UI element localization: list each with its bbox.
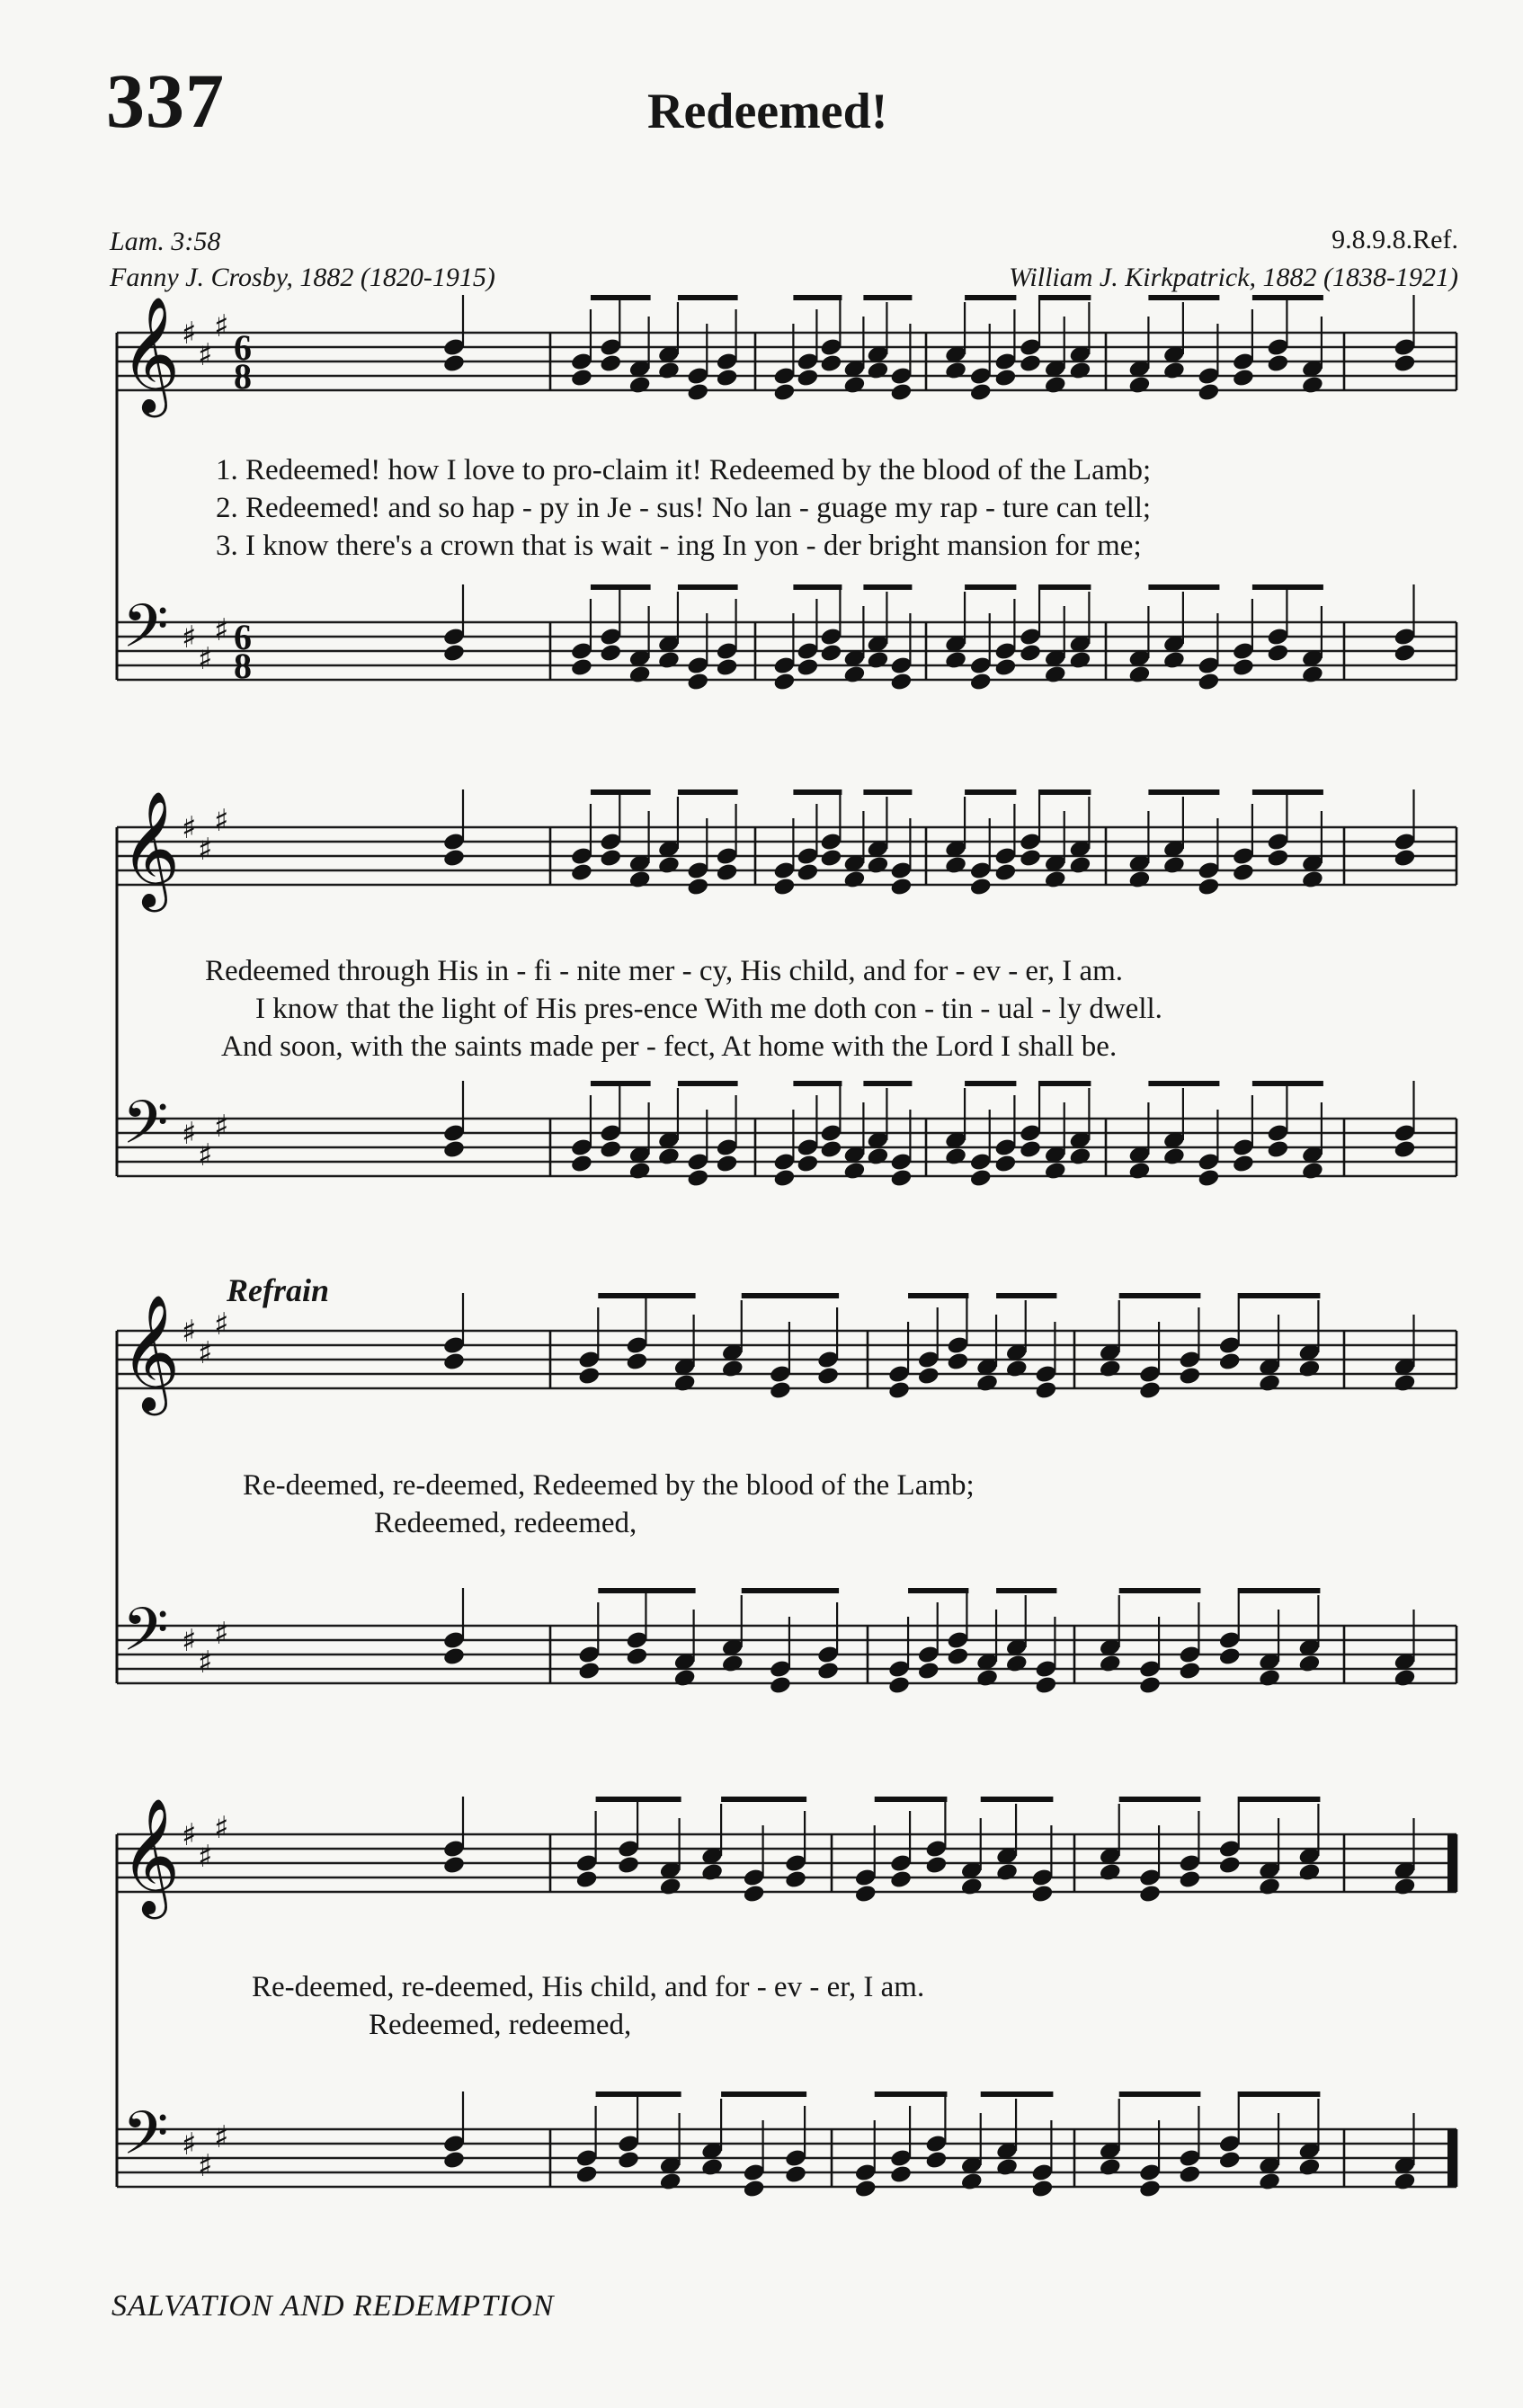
- note-head: [442, 1351, 466, 1372]
- note-head: [887, 1380, 911, 1401]
- beam: [793, 584, 842, 590]
- beam: [981, 1797, 1054, 1802]
- beam: [678, 789, 738, 795]
- note-head: [1044, 375, 1067, 396]
- note-head: [716, 368, 739, 388]
- beam: [793, 1081, 842, 1086]
- note-head: [673, 1668, 697, 1689]
- note-head: [842, 870, 866, 890]
- bass-clef-icon: 𝄢: [122, 592, 169, 675]
- bass-clef-icon: 𝄢: [122, 1088, 169, 1172]
- sharp-icon: ♯: [214, 1810, 229, 1846]
- beam: [1239, 2091, 1321, 2097]
- note-head: [1393, 1668, 1416, 1689]
- note-head: [1044, 870, 1067, 890]
- note-head: [570, 1154, 593, 1174]
- beam: [981, 2091, 1054, 2097]
- note-head: [1232, 368, 1255, 388]
- note-head: [1127, 664, 1151, 685]
- final-barline: [1447, 2129, 1456, 2187]
- note-head: [1232, 862, 1255, 883]
- note-head: [1019, 353, 1042, 374]
- treble-clef-icon: 𝄞: [120, 1294, 181, 1411]
- beam: [591, 789, 651, 795]
- note-head: [628, 1161, 652, 1182]
- beam: [793, 295, 842, 300]
- note-head: [1266, 848, 1289, 869]
- note-head: [442, 1855, 466, 1876]
- beam: [1252, 584, 1323, 590]
- note-head: [625, 1646, 648, 1667]
- note-head: [1218, 2150, 1242, 2171]
- beam: [863, 1081, 912, 1086]
- note-head: [1127, 1161, 1151, 1182]
- note-head: [617, 1855, 640, 1876]
- note-head: [442, 1139, 466, 1160]
- note-head: [570, 368, 593, 388]
- note-head: [442, 643, 466, 664]
- note-head: [1099, 1654, 1122, 1674]
- note-head: [1232, 657, 1255, 678]
- treble-clef-icon: 𝄞: [120, 790, 181, 907]
- sharp-icon: ♯: [214, 803, 229, 839]
- note-head: [1034, 1380, 1057, 1401]
- note-head: [1178, 2164, 1201, 2185]
- refrain-line-2-echo: Redeemed, redeemed,: [369, 2009, 632, 2041]
- note-head: [716, 1154, 739, 1174]
- note-head: [721, 1654, 744, 1674]
- note-head: [1030, 2179, 1054, 2199]
- note-head: [769, 1380, 792, 1401]
- beam: [1148, 789, 1219, 795]
- note-head: [1218, 1646, 1242, 1667]
- note-head: [659, 1877, 682, 1897]
- beam: [1039, 584, 1091, 590]
- note-head: [1393, 1877, 1416, 1897]
- beam: [863, 789, 912, 795]
- author-credit: Fanny J. Crosby, 1882 (1820-1915): [110, 263, 495, 292]
- note-head: [1393, 353, 1416, 374]
- beam: [1239, 1293, 1321, 1298]
- sharp-icon: ♯: [198, 641, 213, 677]
- note-head: [1099, 1359, 1122, 1379]
- note-head: [772, 382, 796, 403]
- verse-1-line-2: Redeemed through His in - fi - nite mer - cy, His child, and for - ev - er, I am.: [205, 955, 1124, 987]
- bass-clef-icon: 𝄢: [122, 1595, 169, 1679]
- hymn-number: 337: [106, 58, 225, 144]
- note-head: [673, 1373, 697, 1394]
- beam: [1039, 789, 1091, 795]
- note-head: [599, 353, 622, 374]
- note-head: [1197, 672, 1220, 692]
- note-head: [577, 1366, 601, 1387]
- note-head: [1068, 361, 1091, 381]
- note-head: [657, 650, 681, 671]
- note-head: [716, 862, 739, 883]
- note-head: [625, 1351, 648, 1372]
- beam: [591, 1081, 651, 1086]
- note-head: [1218, 1351, 1242, 1372]
- note-head: [1019, 848, 1042, 869]
- note-head: [1393, 1139, 1416, 1160]
- note-head: [1297, 1654, 1321, 1674]
- sharp-icon: ♯: [182, 1623, 197, 1659]
- note-head: [1232, 1154, 1255, 1174]
- note-head: [657, 1146, 681, 1167]
- note-head: [575, 1869, 599, 1890]
- beam: [678, 1081, 738, 1086]
- composer-credit: William J. Kirkpatrick, 1882 (1838-1921): [1009, 263, 1458, 292]
- final-barline: [1447, 1834, 1456, 1892]
- sharp-icon: ♯: [214, 308, 229, 344]
- note-head: [917, 1366, 940, 1387]
- beam: [591, 295, 651, 300]
- time-signature-bottom: 8: [234, 356, 252, 397]
- treble-clef-icon: 𝄞: [120, 296, 181, 413]
- note-head: [628, 870, 652, 890]
- beam: [598, 1293, 695, 1298]
- refrain-line-1-echo: Redeemed, redeemed,: [374, 1507, 637, 1539]
- sharp-icon: ♯: [214, 1307, 229, 1342]
- note-head: [686, 672, 709, 692]
- note-head: [772, 877, 796, 897]
- note-head: [993, 1154, 1017, 1174]
- sharp-icon: ♯: [182, 1116, 197, 1152]
- note-head: [866, 1146, 889, 1167]
- bass-clef-icon: 𝄢: [122, 2099, 169, 2182]
- note-head: [944, 1146, 967, 1167]
- note-head: [1393, 2172, 1416, 2192]
- sharp-icon: ♯: [198, 1335, 213, 1371]
- note-head: [866, 855, 889, 876]
- note-head: [1297, 1359, 1321, 1379]
- note-head: [960, 2172, 984, 2192]
- note-head: [866, 650, 889, 671]
- beam: [965, 1081, 1016, 1086]
- note-head: [819, 848, 842, 869]
- note-head: [1266, 353, 1289, 374]
- beam: [678, 584, 738, 590]
- note-head: [743, 2179, 766, 2199]
- note-head: [1005, 1654, 1029, 1674]
- note-head: [924, 1855, 948, 1876]
- note-head: [1162, 855, 1186, 876]
- time-signature-top: 6: [234, 617, 252, 657]
- note-head: [686, 1168, 709, 1189]
- note-head: [1099, 2157, 1122, 2178]
- note-head: [442, 2150, 466, 2171]
- sharp-icon: ♯: [182, 620, 197, 656]
- note-head: [1019, 1139, 1042, 1160]
- note-head: [944, 855, 967, 876]
- section-footer: SALVATION AND REDEMPTION: [111, 2289, 555, 2323]
- beam: [1119, 1797, 1201, 1802]
- note-head: [819, 353, 842, 374]
- beam: [596, 2091, 681, 2097]
- note-head: [969, 672, 993, 692]
- note-head: [993, 657, 1017, 678]
- time-signature-top: 6: [234, 327, 252, 368]
- note-head: [889, 672, 913, 692]
- beam: [678, 295, 738, 300]
- time-signature-bottom: 8: [234, 646, 252, 686]
- note-head: [628, 664, 652, 685]
- verse-2-line-2: I know that the light of His pres-ence With me doth con - tin - ual - ly dwell.: [255, 993, 1162, 1025]
- note-head: [796, 657, 819, 678]
- note-head: [819, 643, 842, 664]
- note-head: [1266, 643, 1289, 664]
- note-head: [1393, 848, 1416, 869]
- note-head: [1162, 1146, 1186, 1167]
- note-head: [975, 1373, 999, 1394]
- beam: [1119, 1588, 1201, 1593]
- note-head: [1297, 2157, 1321, 2178]
- beam: [1239, 1588, 1321, 1593]
- refrain-label: Refrain: [227, 1272, 330, 1308]
- note-head: [442, 353, 466, 374]
- note-head: [617, 2150, 640, 2171]
- note-head: [442, 1646, 466, 1667]
- beam: [1148, 584, 1219, 590]
- beam: [591, 584, 651, 590]
- sharp-icon: ♯: [198, 1839, 213, 1875]
- sharp-icon: ♯: [182, 316, 197, 352]
- note-head: [1266, 1139, 1289, 1160]
- note-head: [816, 1661, 840, 1681]
- note-head: [1258, 2172, 1281, 2192]
- note-head: [1393, 1373, 1416, 1394]
- sharp-icon: ♯: [214, 2119, 229, 2155]
- beam: [598, 1588, 695, 1593]
- note-head: [866, 361, 889, 381]
- beam: [965, 295, 1016, 300]
- note-head: [944, 650, 967, 671]
- scripture-reference: Lam. 3:58: [110, 227, 221, 256]
- note-head: [1301, 870, 1324, 890]
- beam: [875, 2091, 948, 2097]
- note-head: [1178, 1366, 1201, 1387]
- note-head: [1301, 664, 1324, 685]
- sharp-icon: ♯: [198, 337, 213, 373]
- note-head: [1138, 1380, 1162, 1401]
- beam: [1039, 295, 1091, 300]
- sharp-icon: ♯: [214, 1616, 229, 1652]
- beam: [1148, 295, 1219, 300]
- note-head: [1044, 1161, 1067, 1182]
- note-head: [570, 657, 593, 678]
- note-head: [889, 1869, 913, 1890]
- note-head: [796, 1154, 819, 1174]
- note-head: [772, 672, 796, 692]
- note-head: [842, 664, 866, 685]
- beam: [965, 789, 1016, 795]
- beam: [1039, 1081, 1091, 1086]
- note-head: [917, 1661, 940, 1681]
- note-head: [1068, 855, 1091, 876]
- verse-2-line-1: 2. Redeemed! and so hap - py in Je - sus! No lan - guage my rap - ture can tell;: [216, 492, 1152, 524]
- note-head: [1178, 1869, 1201, 1890]
- note-head: [889, 382, 913, 403]
- beam: [965, 584, 1016, 590]
- note-head: [842, 1161, 866, 1182]
- note-head: [628, 375, 652, 396]
- sharp-icon: ♯: [198, 1645, 213, 1681]
- note-head: [889, 2164, 913, 2185]
- sharp-icon: ♯: [198, 1137, 213, 1173]
- sharp-icon: ♯: [198, 832, 213, 868]
- note-head: [889, 877, 913, 897]
- treble-clef-icon: 𝄞: [120, 1797, 181, 1914]
- note-head: [743, 1884, 766, 1904]
- note-head: [1218, 1855, 1242, 1876]
- note-head: [995, 2157, 1019, 2178]
- note-head: [946, 1351, 969, 1372]
- note-head: [599, 1139, 622, 1160]
- beam: [996, 1588, 1056, 1593]
- note-head: [1197, 877, 1220, 897]
- beam: [742, 1293, 839, 1298]
- beam: [875, 1797, 948, 1802]
- beam: [1148, 1081, 1219, 1086]
- beam: [1252, 789, 1323, 795]
- note-head: [442, 848, 466, 869]
- note-head: [1162, 650, 1186, 671]
- beam: [742, 1588, 839, 1593]
- verse-3-line-1: 3. I know there's a crown that is wait - ing In yon - der bright mansion for me;: [216, 530, 1142, 562]
- note-head: [1068, 1146, 1091, 1167]
- beam: [721, 1797, 806, 1802]
- note-head: [1301, 1161, 1324, 1182]
- note-head: [784, 2164, 807, 2185]
- beam: [863, 295, 912, 300]
- beam: [863, 584, 912, 590]
- note-head: [995, 1862, 1019, 1883]
- sharp-icon: ♯: [214, 1109, 229, 1145]
- note-head: [686, 877, 709, 897]
- note-head: [1297, 1862, 1321, 1883]
- note-head: [700, 2157, 724, 2178]
- beam: [1119, 1293, 1201, 1298]
- sharp-icon: ♯: [182, 2127, 197, 2163]
- note-head: [842, 375, 866, 396]
- note-head: [1138, 1675, 1162, 1696]
- note-head: [784, 1869, 807, 1890]
- sharp-icon: ♯: [198, 2148, 213, 2184]
- note-head: [924, 2150, 948, 2171]
- note-head: [721, 1359, 744, 1379]
- note-head: [1138, 2179, 1162, 2199]
- note-head: [570, 862, 593, 883]
- note-head: [889, 1168, 913, 1189]
- verse-3-line-2: And soon, with the saints made per - fect, At home with the Lord I shall be.: [221, 1030, 1118, 1063]
- meter: 9.8.9.8.Ref.: [1332, 225, 1458, 254]
- note-head: [1197, 382, 1220, 403]
- note-head: [887, 1675, 911, 1696]
- note-head: [772, 1168, 796, 1189]
- note-head: [1258, 1373, 1281, 1394]
- note-head: [946, 1646, 969, 1667]
- refrain-line-2-melody: Re-deemed, re-deemed, His child, and for - ev - er, I am.: [252, 1971, 925, 2003]
- beam: [1119, 2091, 1201, 2097]
- note-head: [700, 1862, 724, 1883]
- note-head: [577, 1661, 601, 1681]
- note-head: [819, 1139, 842, 1160]
- note-head: [1162, 361, 1186, 381]
- note-head: [796, 368, 819, 388]
- note-head: [1127, 375, 1151, 396]
- note-head: [969, 382, 993, 403]
- note-head: [1030, 1884, 1054, 1904]
- sharp-icon: ♯: [182, 1314, 197, 1350]
- refrain-line-1-melody: Re-deemed, re-deemed, Redeemed by the blood of the Lamb;: [243, 1469, 975, 1502]
- note-head: [1301, 375, 1324, 396]
- beam: [596, 1797, 681, 1802]
- note-head: [1178, 1661, 1201, 1681]
- note-head: [993, 368, 1017, 388]
- note-head: [796, 862, 819, 883]
- note-head: [1068, 650, 1091, 671]
- note-head: [769, 1675, 792, 1696]
- note-head: [657, 361, 681, 381]
- beam: [908, 1588, 968, 1593]
- note-head: [1258, 1877, 1281, 1897]
- beam: [721, 2091, 806, 2097]
- note-head: [657, 855, 681, 876]
- sharp-icon: ♯: [182, 810, 197, 846]
- beam: [996, 1293, 1056, 1298]
- note-head: [1005, 1359, 1029, 1379]
- note-head: [575, 2164, 599, 2185]
- sharp-icon: ♯: [214, 612, 229, 648]
- note-head: [1019, 643, 1042, 664]
- note-head: [659, 2172, 682, 2192]
- note-head: [1138, 1884, 1162, 1904]
- note-head: [1044, 664, 1067, 685]
- note-head: [854, 2179, 877, 2199]
- note-head: [1258, 1668, 1281, 1689]
- note-head: [969, 1168, 993, 1189]
- verse-1-line-1: 1. Redeemed! how I love to pro-claim it! Redeemed by the blood of the Lamb;: [216, 454, 1152, 486]
- beam: [1252, 295, 1323, 300]
- note-head: [1127, 870, 1151, 890]
- note-head: [993, 862, 1017, 883]
- sharp-icon: ♯: [182, 1817, 197, 1853]
- note-head: [1099, 1862, 1122, 1883]
- note-head: [686, 382, 709, 403]
- note-head: [975, 1668, 999, 1689]
- beam: [908, 1293, 968, 1298]
- note-head: [599, 643, 622, 664]
- note-head: [944, 361, 967, 381]
- note-head: [816, 1366, 840, 1387]
- hymn-title: Redeemed!: [647, 84, 888, 139]
- note-head: [599, 848, 622, 869]
- note-head: [1393, 643, 1416, 664]
- note-head: [960, 1877, 984, 1897]
- beam: [1252, 1081, 1323, 1086]
- note-head: [854, 1884, 877, 1904]
- note-head: [716, 657, 739, 678]
- note-head: [1034, 1675, 1057, 1696]
- beam: [793, 789, 842, 795]
- beam: [1239, 1797, 1321, 1802]
- note-head: [1197, 1168, 1220, 1189]
- note-head: [969, 877, 993, 897]
